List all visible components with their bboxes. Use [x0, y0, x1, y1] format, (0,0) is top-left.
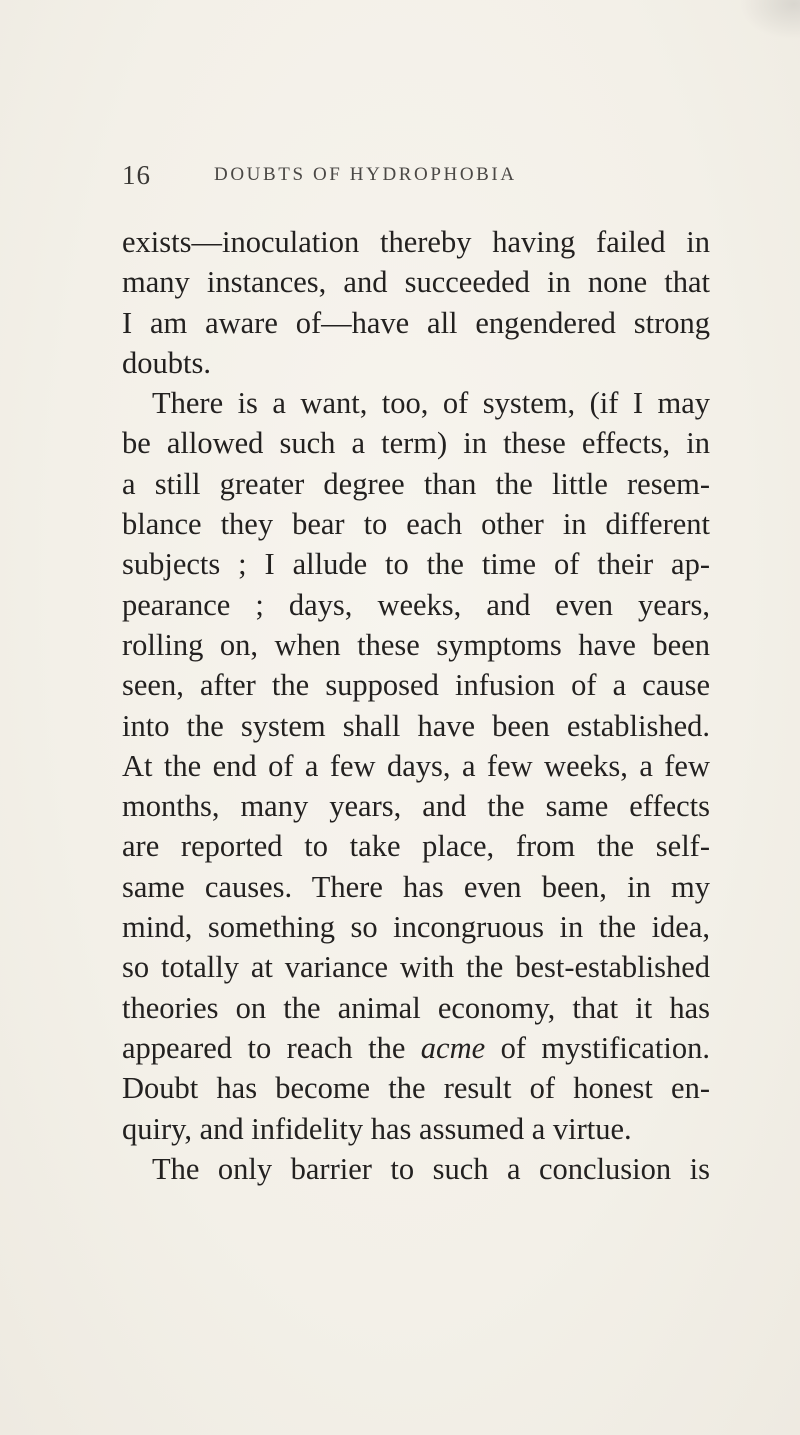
text-line: so totally at variance with the best-established [122, 950, 710, 985]
text-line: theories on the animal economy, that it has [122, 990, 710, 1025]
text-line: At the end of a few days, a few weeks, a few [122, 748, 710, 783]
text-line: Doubt has become the result of honest en- [122, 1071, 710, 1106]
text-line: months, many years, and the same effects [122, 789, 710, 824]
italic-word: acme [420, 1030, 486, 1065]
text-line: same causes. There has even been, in my [122, 869, 710, 904]
text-line: are reported to take place, from the self- [122, 829, 710, 864]
text-line: quiry, and infidelity has assumed a virtue. [122, 1111, 632, 1146]
paper-stain [740, 0, 800, 40]
text-line: seen, after the supposed infusion of a cause [122, 668, 710, 703]
text-fragment: appeared to reach the [122, 1030, 406, 1065]
text-fragment: of mystification. [500, 1030, 711, 1065]
paragraph-first-line: There is a want, too, of system, (if I may [152, 386, 710, 421]
page-number: 16 [122, 160, 151, 190]
running-head: DOUBTS OF HYDROPHOBIA [214, 164, 517, 185]
body-text [122, 222, 710, 1189]
text-line: blance they bear to each other in different [122, 507, 710, 542]
text-line: a still greater degree than the little resem- [122, 466, 710, 501]
text-line: exists—inoculation thereby having failed in [122, 225, 710, 259]
paragraph-first-line: The only barrier to such a conclusion is [152, 1151, 710, 1186]
text-line: subjects ; I allude to the time of their ap- [122, 547, 710, 582]
text-line: pearance ; days, weeks, and even years, [122, 587, 710, 622]
text-line-with-italic [122, 1028, 710, 1068]
text-line: rolling on, when these symptoms have been [122, 627, 710, 662]
text-line: be allowed such a term) in these effects, in [122, 426, 710, 461]
text-line: into the system shall have been established. [122, 708, 710, 743]
text-line: doubts. [122, 345, 211, 380]
text-line: many instances, and succeeded in none that [122, 265, 710, 300]
text-line: I am aware of—have all engendered strong [122, 305, 710, 340]
text-line: mind, something so incongruous in the idea, [122, 910, 710, 945]
